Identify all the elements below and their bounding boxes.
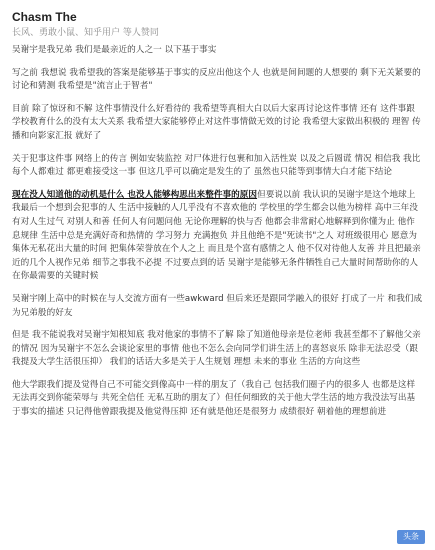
answer-header: [12, 10, 423, 39]
paragraph-1: 吴谢宇是我兄弟 我们是最亲近的人之一 以下基于事实: [12, 45, 217, 55]
paragraph-8: 他大学跟我们提及觉得自己不可能交到像高中一样的朋友了（我自己 包括我们圈子内的很多人 也都是这样 无法再交到你能荣辱与 共死全信任 无私互助的朋友了）但任何细致的关于他大学生活的地方我没法写出基于事实的描述 只记得他曾跟我提及他觉得压抑 还有就是他还是很努力 成绩很好 朝着他的理想前进: [12, 379, 416, 418]
watermark-badge: 头条: [397, 530, 425, 544]
author-name[interactable]: Chasm The: [12, 10, 77, 24]
upvoters-line: 长风、勇敢小鼠、知乎用户 等人赞同: [12, 28, 159, 38]
paragraph-4: 关于犯事这件事 网络上的传言 例如安装监控 对尸体进行包裹和加入活性炭 以及之后圆谎 情况 相信我 我比每个人都难过 都更难接受这一事 但这几乎可以确定是发生的了 虽然也只能等到事情大白才能下结论: [12, 153, 421, 178]
paragraph-5-bold-lead: 现在没人知道他的动机是什么 也没人能够构思出来整件事的原因: [12, 189, 258, 200]
paragraph-5: [12, 189, 423, 284]
paragraph-2: 写之前 我想说 我希望我的答案是能够基于事实的反应出他这个人 也就是间间题的人想要的 剩下无关紧要的讨论和猜测 我希望是"流言止于智者": [12, 67, 421, 92]
paragraph-6: 吴谢宇刚上高中的时候在与人交流方面有一些awkward 但后来还是跟同学融入的很好 打成了一片 和我们成为兄弟般的好友: [12, 293, 423, 318]
paragraph-3: 目前 除了惊讶和不解 这件事情没什么好看待的 我希望等真相大白以后大家再讨论这件事情 还有 这件事跟学校教育什么的没有太大关系 我希望大家能够停止对这件事情做无效的讨论 我希望大家做出积极的 理智 传播和向影家汇报 就好了: [12, 103, 421, 141]
answer-body: [12, 44, 423, 429]
paragraph-7: 但是 我不能说我对吴谢宇知根知底 我对他家的事情不了解 除了知道他母亲是位老师 我甚至都不了解他父亲的情况 因为吴谢宇不怎么会谈论家里的事情 他也不怎么会向同学们讲生活上的喜怒哀乐 除非无法忍受（跟我提及大学生活很压抑） 我们的话话大多是关于人生规划 理想 未来的事业 生活的方向这些: [12, 330, 421, 368]
paragraph-5-rest: 但要说以前 我认识的吴谢宇是这个地球上我最后一个想到会犯事的人 生活中接触的人几乎没有不喜欢他的 学校里的学生都会以他为榜样 高中三年没有对人生过气 对别人和善 任何人有问题问他 无论你理解的快与否 他都会非常耐心地解释到你懂为止 他作息规律 生活中总是充满好奇和热情的 学习努力 充满抱负 并且他绝不是"死读书"之人 对班级很用心 愿意为集体无私花出大量的时间 把集体荣誉放在个人之上 而且是个富有感情之人 他不仅对待他人友善 并且把最亲近的几个人视作兄弟 细节之事我不必提 不过要点到的话 吴谢宇是能够无条件牺牲自己大量时间帮助你的人 在你最需要的关键时候: [12, 189, 421, 282]
